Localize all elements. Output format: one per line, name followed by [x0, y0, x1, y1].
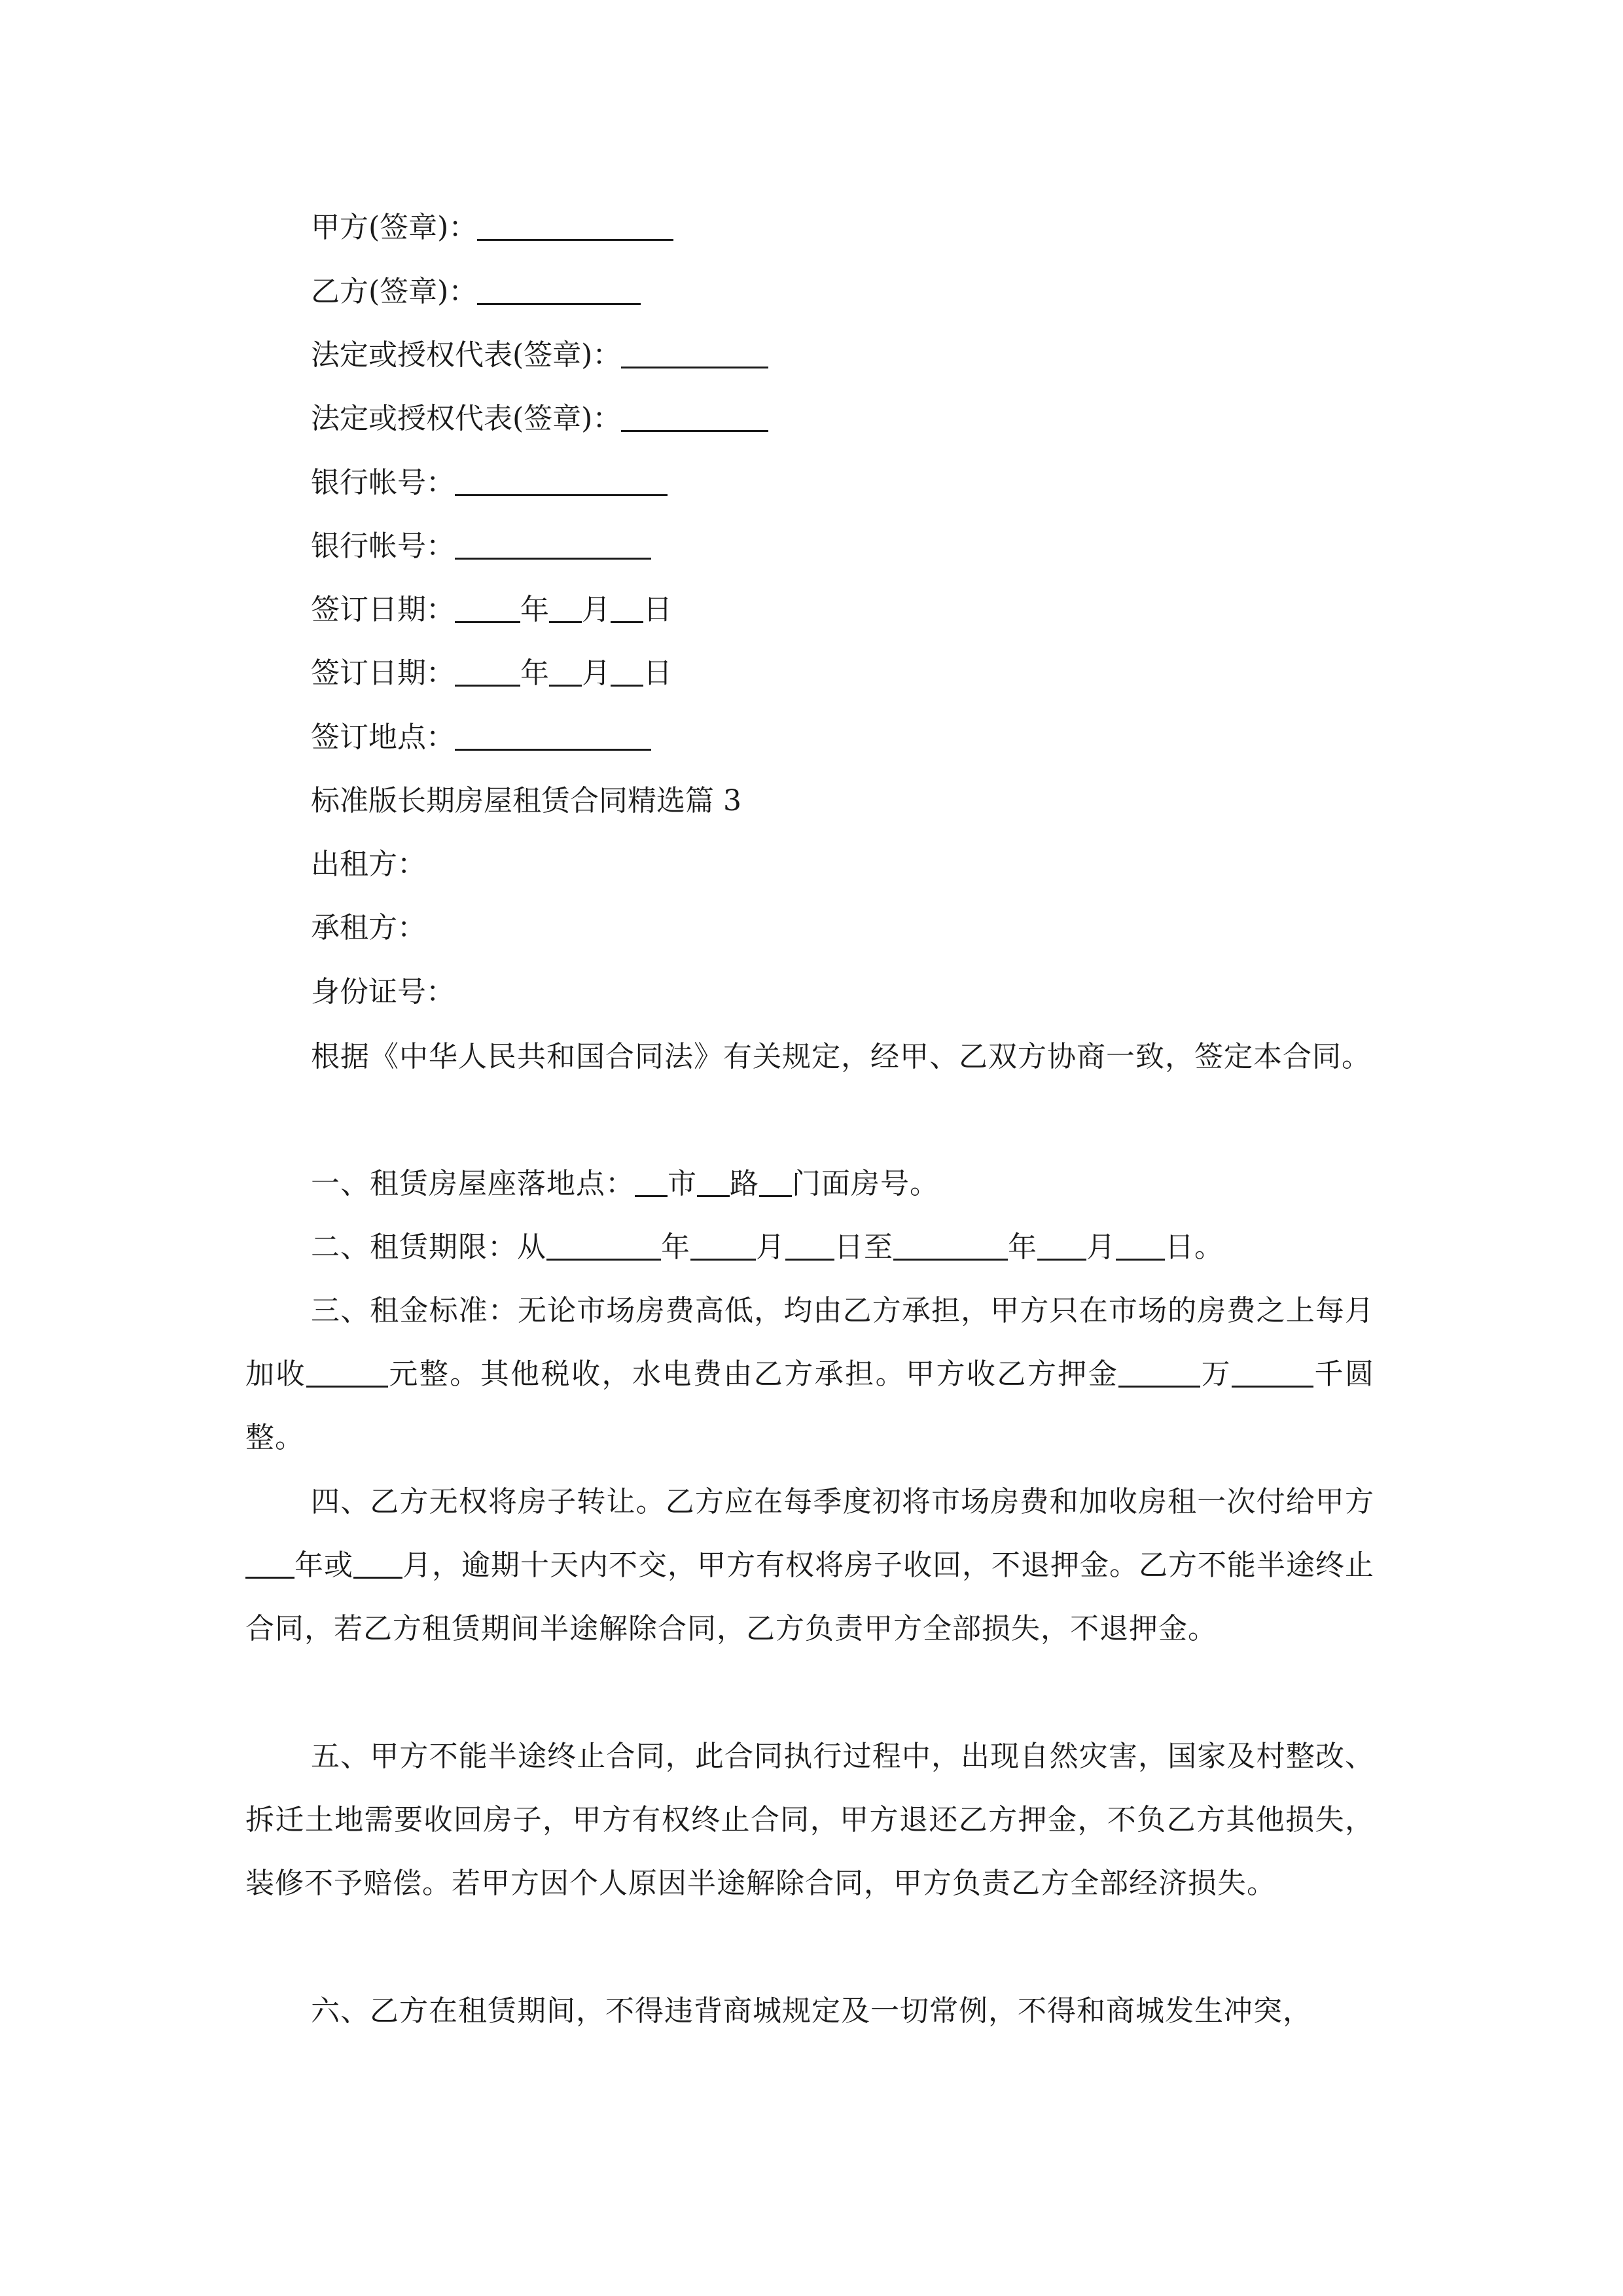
- clause-3-surcharge-blank: [306, 1357, 388, 1388]
- clause-1-text-a: 一、租赁房屋座落地点：: [311, 1167, 635, 1200]
- party-a-signature-line: [311, 208, 673, 247]
- year-label: 年: [520, 656, 549, 690]
- lessor-line: 出租方：: [311, 848, 426, 881]
- clause-3-paragraph: [245, 1279, 1374, 1469]
- bank-account-b-label: 银行帐号：: [311, 529, 455, 563]
- clause-1-text-d: 门面房号。: [792, 1167, 939, 1200]
- sign-date-b-label: 签订日期：: [311, 656, 455, 690]
- clause-2-text-a: 二、租赁期限：从: [311, 1230, 546, 1264]
- clause-4-year-blank: [245, 1548, 294, 1579]
- party-a-signature-blank: [477, 210, 673, 241]
- clause-4-month-blank: [353, 1548, 402, 1579]
- clause-2-paragraph: [245, 1215, 1374, 1279]
- clause-2-text-b: 年: [661, 1230, 690, 1264]
- sign-date-b-line: [311, 654, 672, 693]
- clause-1-text-c: 路: [730, 1167, 759, 1200]
- party-a-signature-label: 甲方(签章)：: [311, 211, 478, 244]
- clause-2-end-day-blank: [1116, 1230, 1165, 1261]
- sign-date-b-year-blank: [455, 656, 520, 687]
- clause-2-start-month-blank: [690, 1230, 756, 1261]
- party-b-signature-blank: [477, 274, 641, 305]
- month-label: 月: [582, 593, 611, 626]
- legal-rep-a-line: [311, 336, 768, 375]
- party-b-signature-line: [311, 272, 641, 312]
- sign-date-a-line: [311, 590, 672, 630]
- clause-2-text-d: 日至: [834, 1230, 893, 1264]
- clause-4-text-a: 四、乙方无权将房子转让。乙方应在每季度初将市场房费和加收房租一次付给甲方: [311, 1485, 1374, 1518]
- clause-1-city-blank: [635, 1166, 668, 1197]
- clause-5-paragraph: 五、甲方不能半途终止合同，此合同执行过程中，出现自然灾害，国家及村整改、拆迁土地需要收回房子，甲方有权终止合同，甲方退还乙方押金，不负乙方其他损失，装修不予赔偿。若甲方因个人原因半途解除合同，甲方负责乙方全部经济损失。: [245, 1740, 1374, 1900]
- clause-2-text-c: 月: [756, 1230, 785, 1264]
- clause-2-end-month-blank: [1037, 1230, 1086, 1261]
- legal-rep-a-blank: [621, 338, 768, 368]
- clause-3-deposit-wan-blank: [1118, 1357, 1200, 1388]
- bank-account-a-blank: [455, 465, 668, 496]
- clause-4-text-c: 月，逾期十天内不交，甲方有权将房子收回，不退押金。乙方不能半途终止合同，若乙方租赁期间半途解除合同，乙方负责甲方全部损失，不退押金。: [245, 1549, 1374, 1645]
- clause-3-text-d: 千圆整。: [245, 1357, 1375, 1454]
- party-b-signature-label: 乙方(签章)：: [311, 275, 478, 308]
- sign-date-a-label: 签订日期：: [311, 593, 455, 626]
- clause-1-paragraph: [245, 1152, 1374, 1215]
- bank-account-a-line: [311, 463, 668, 503]
- clause-2-text-f: 月: [1086, 1230, 1116, 1264]
- legal-rep-a-label: 法定或授权代表(签章)：: [311, 338, 622, 372]
- clause-6-paragraph: 六、乙方在租赁期间，不得违背商城规定及一切常例，不得和商城发生冲突，: [311, 1994, 1312, 2028]
- year-label: 年: [520, 593, 549, 626]
- legal-rep-b-blank: [621, 401, 768, 432]
- clause-4-paragraph: [245, 1470, 1374, 1660]
- clause-1-number-blank: [759, 1166, 792, 1197]
- sign-date-a-year-blank: [455, 592, 520, 623]
- clause-2-text-g: 日。: [1165, 1230, 1224, 1264]
- legal-rep-b-label: 法定或授权代表(签章)：: [311, 402, 622, 435]
- sign-date-b-month-blank: [549, 656, 582, 687]
- clause-2-text-e: 年: [1008, 1230, 1037, 1264]
- lessee-line: 承租方：: [311, 911, 426, 944]
- bank-account-a-label: 银行帐号：: [311, 466, 455, 499]
- clause-3-text-a: 三、租金标准：无论市场房费高低，均由乙方承担，甲方只在市场的房费之上每月加收: [245, 1294, 1374, 1391]
- section-title: 标准版长期房屋租赁合同精选篇 3: [311, 784, 741, 817]
- id-number-line: 身份证号：: [311, 975, 455, 1009]
- clause-3-deposit-qian-blank: [1232, 1357, 1313, 1388]
- clause-4-text-b: 年或: [294, 1549, 353, 1582]
- bank-account-b-line: [311, 527, 651, 566]
- sign-date-b-day-blank: [611, 656, 643, 687]
- sign-date-a-month-blank: [549, 592, 582, 623]
- sign-place-line: [311, 718, 651, 757]
- legal-rep-b-line: [311, 399, 768, 439]
- day-label: 日: [643, 593, 672, 626]
- day-label: 日: [643, 656, 672, 690]
- intro-paragraph: 根据《中华人民共和国合同法》有关规定，经甲、乙双方协商一致，签定本合同。: [311, 1040, 1371, 1073]
- sign-date-a-day-blank: [611, 592, 643, 623]
- month-label: 月: [582, 656, 611, 690]
- clause-1-text-b: 市: [668, 1167, 697, 1200]
- clause-2-start-day-blank: [785, 1230, 834, 1261]
- clause-2-start-year-blank: [546, 1230, 661, 1261]
- clause-1-road-blank: [697, 1166, 730, 1197]
- clause-3-text-c: 万: [1200, 1357, 1232, 1391]
- sign-place-label: 签订地点：: [311, 721, 455, 754]
- sign-place-blank: [455, 720, 651, 751]
- clause-2-end-year-blank: [893, 1230, 1008, 1261]
- bank-account-b-blank: [455, 529, 651, 560]
- clause-3-text-b: 元整。其他税收，水电费由乙方承担。甲方收乙方押金: [387, 1357, 1119, 1391]
